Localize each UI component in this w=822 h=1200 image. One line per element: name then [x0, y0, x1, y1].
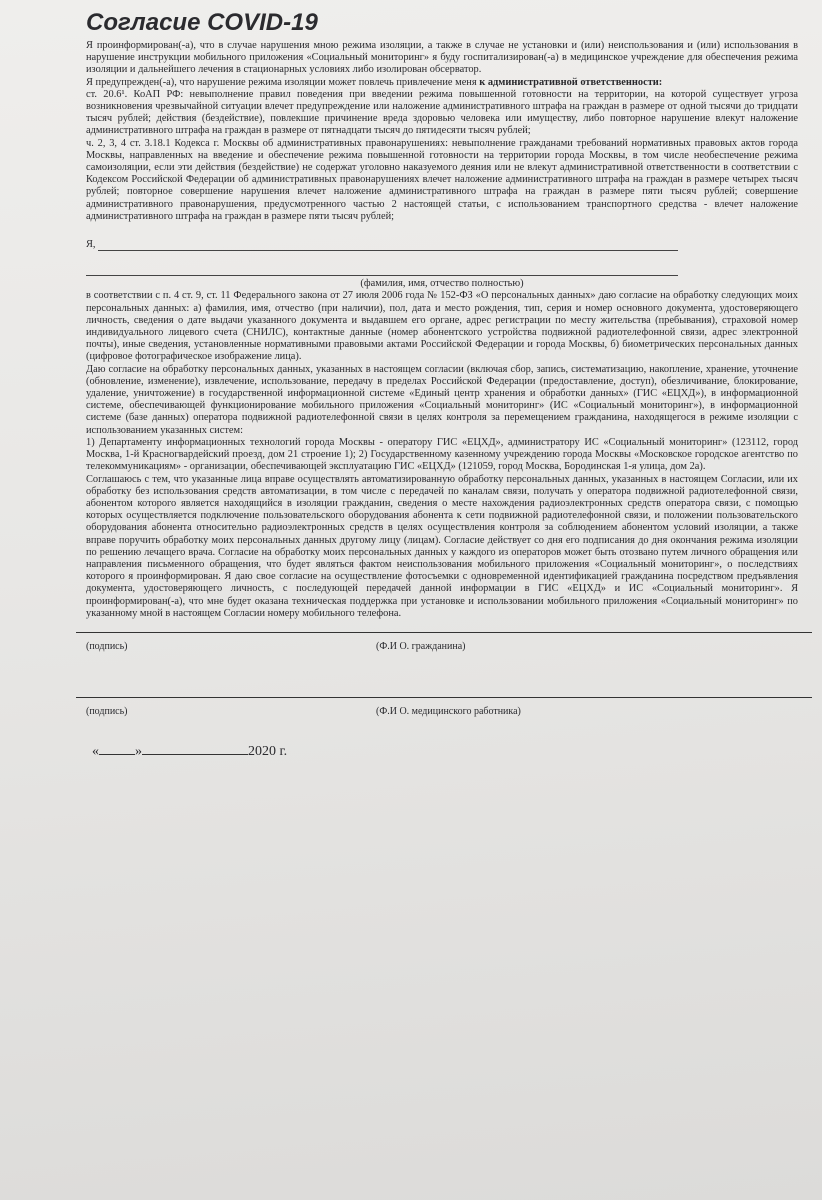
- warning-bold-text: к административной ответственности:: [479, 76, 663, 88]
- name-field-line[interactable]: [98, 240, 678, 251]
- consent-paragraph-4: Соглашаюсь с тем, что указанные лица вправе осуществлять автоматизированную обработку персональных данных, указанных в настоящем Согласии, или их обработку без использования средств автоматизации, в том числе с передачей по каналам связи, получать у оператора подвижной радиотелефонной связи, абонентом которого является находящийся в изоляции гражданин, сведения о месте нахождения радиоэлектронных средств оператора связи, с помощью которых осуществляется подключение пользовательского оборудования абонента к сети подвижной радиотелефонной связи, и положении пользовательского оборудования абонента относительно радиоэлектронных средств в целях осуществления контроля за соблюдением абонентом условий изоляции, а также вправе поручить обработку моих персональных данных другому лицу (лицам). Согласие действует со дня его подписания до дня окончания режима изоляции по решению лечащего врача. Согласие на обработку моих персональных данных у каждого из операторов может быть отозвано путем личного обращения или направления письменного обращения, что будет являться фактом неиспользования мобильного приложения «Социальный мониторинг», о последствиях которого я проинформирован. Я даю свое согласие на осуществление фотосъемки с одновременной идентификацией гражданина посредством предъявления документа, удостоверяющего личность, с последующей передачей данной информации в ГИС «ЕЦХД» и ИС «Социальный мониторинг». Я проинформирован(-а), что мне будет оказана техническая поддержка при установке и использовании мобильного приложения «Социальный мониторинг» по указанному мной в настоящем Согласии номеру мобильного телефона.: [86, 473, 798, 619]
- medic-name-caption: (Ф.И О. медицинского работника): [376, 706, 521, 718]
- citizen-signature-line[interactable]: [76, 632, 812, 633]
- warning-paragraph: [86, 77, 798, 89]
- date-quote-open: «: [92, 744, 99, 760]
- document-title: Согласие COVID-19: [86, 9, 318, 36]
- citizen-name-caption: (Ф.И О. гражданина): [376, 640, 466, 652]
- date-quote-close: »: [135, 744, 142, 760]
- consent-paragraph-2: Даю согласие на обработку персональных данных, указанных в настоящем согласии (включая сбор, запись, систематизацию, накопление, хранение, уточнение (обновление, изменение), извлечение, использование, передачу в пределах Российской Федерации (предоставление, доступ), обезличивание, блокирование, удаление, уничтожение) в государственной информационной системе «Единый центр хранения и обработки данных» (ГИС «ЕЦХД»), в информационной системе, обеспечивающей функционирование мобильного приложения «Социальный мониторинг» (ИС «Социальный мониторинг»), в информационной системе (базе данных) оператора подвижной радиотелефонной связи в целях контроля за перемещением гражданина, находящегося в режиме изоляции с использованием указанных систем:: [86, 363, 798, 436]
- name-caption: (фамилия, имя, отчество полностью): [360, 278, 524, 290]
- medic-signature-caption: (подпись): [86, 706, 128, 718]
- name-prefix: Я,: [86, 239, 96, 251]
- consent-paragraph-3: 1) Департаменту информационных технологий города Москвы - оператору ГИС «ЕЦХД», администратору ИС «Социальный мониторинг» (123112, город Москва, 1-й Красногвардейский проезд, дом 21 строение 1); 2) Государственному казенному учреждению города Москвы «Московское городское агентство по телекоммуникациям» - организации, обеспечивающей эксплуатацию ГИС «ЕЦХД» (121059, город Москва, Бородинская 1-я улица, дом 2а).: [86, 436, 798, 473]
- name-field-row: [86, 239, 798, 251]
- month-field[interactable]: [142, 754, 248, 755]
- consent-paragraph-1: в соответствии с п. 4 ст. 9, ст. 11 Федерального закона от 27 июля 2006 года № 152-ФЗ «О персональных данных» даю согласие на обработку следующих моих персональных данных: а) фамилия, имя, отчество (при наличии), пол, дата и место рождения, тип, серия и номер основного документа, удостоверяющего личность, сведения о дате выдачи указанного документа и выдавшем его органе, адрес регистрации по месту жительства (пребывания), страховой номер индивидуального лицевого счета (СНИЛС), контактные данные (номер абонентского устройства подвижной радиотелефонной связи, адрес электронной почты), иные сведения, установленные нормативными правовыми актами Российской Федерации и города Москвы, б) биометрических персональных данных (цифровое фотографическое изображение лица).: [86, 290, 798, 363]
- article-koap: ст. 20.6¹. КоАП РФ: невыполнение правил поведения при введении режима повышенной готовности на территории, на которой существует угроза возникновения чрезвычайной ситуации влечет предупреждение или наложение административного штрафа на граждан в размере от одной тысячи до тридцати тысяч рублей; действия (бездействие), повлекшие причинение вреда здоровью человека или имуществу, либо повторное нарушение влекут наложение административного штрафа на граждан в размере от пятнадцати тысяч до пятидесяти тысяч рублей;: [86, 88, 798, 137]
- citizen-signature-caption: (подпись): [86, 640, 128, 652]
- name-field-line-2[interactable]: [86, 265, 678, 276]
- medic-signature-line[interactable]: [76, 697, 812, 698]
- intro-paragraph: Я проинформирован(-а), что в случае нарушения мною режима изоляции, а также в случае не установки и (или) неиспользования и (или) использования в нарушение инструкции мобильного приложения «Социальный мониторинг» я буду госпитализирован(-а) в медицинское учреждение для обеспечения режима изоляции и дальнейшего лечения в стационарных условиях либо изолирован обсерватор.: [86, 40, 798, 76]
- name-field-row-2: [86, 265, 798, 276]
- date-field: [86, 746, 798, 758]
- warning-text: Я предупрежден(-а), что нарушение режима изоляции может повлечь привлечение меня: [86, 76, 477, 88]
- date-year: 2020 г.: [248, 744, 288, 760]
- article-moscow-code: ч. 2, 3, 4 ст. 3.18.1 Кодекса г. Москвы об административных правонарушениях: невыполнение гражданами требований нормативных правовых актов города Москвы, направленных на введение и обеспечение режима повышенной готовности на территории города Москвы, в том числе необеспечение режима самоизоляции, если эти действия (бездействие) не содержат уголовно наказуемого деяния или не влекут административной ответственности в соответствии с Кодексом Российской Федерации об административных правонарушениях влечет наложение административного штрафа на граждан в размере четырех тысяч рублей; повторное совершение нарушения влечет наложение административного штрафа на граждан в размере пяти тысяч рублей; совершение административного правонарушения, предусмотренного частью 2 настоящей статьи, с использованием транспортного средства - влечет наложение административного штрафа на граждан в размере пяти тысяч рублей;: [86, 137, 798, 222]
- document-body: [86, 8, 798, 759]
- day-field[interactable]: [99, 754, 135, 755]
- citizen-signature-labels: [86, 641, 798, 653]
- medic-signature-labels: [86, 706, 798, 718]
